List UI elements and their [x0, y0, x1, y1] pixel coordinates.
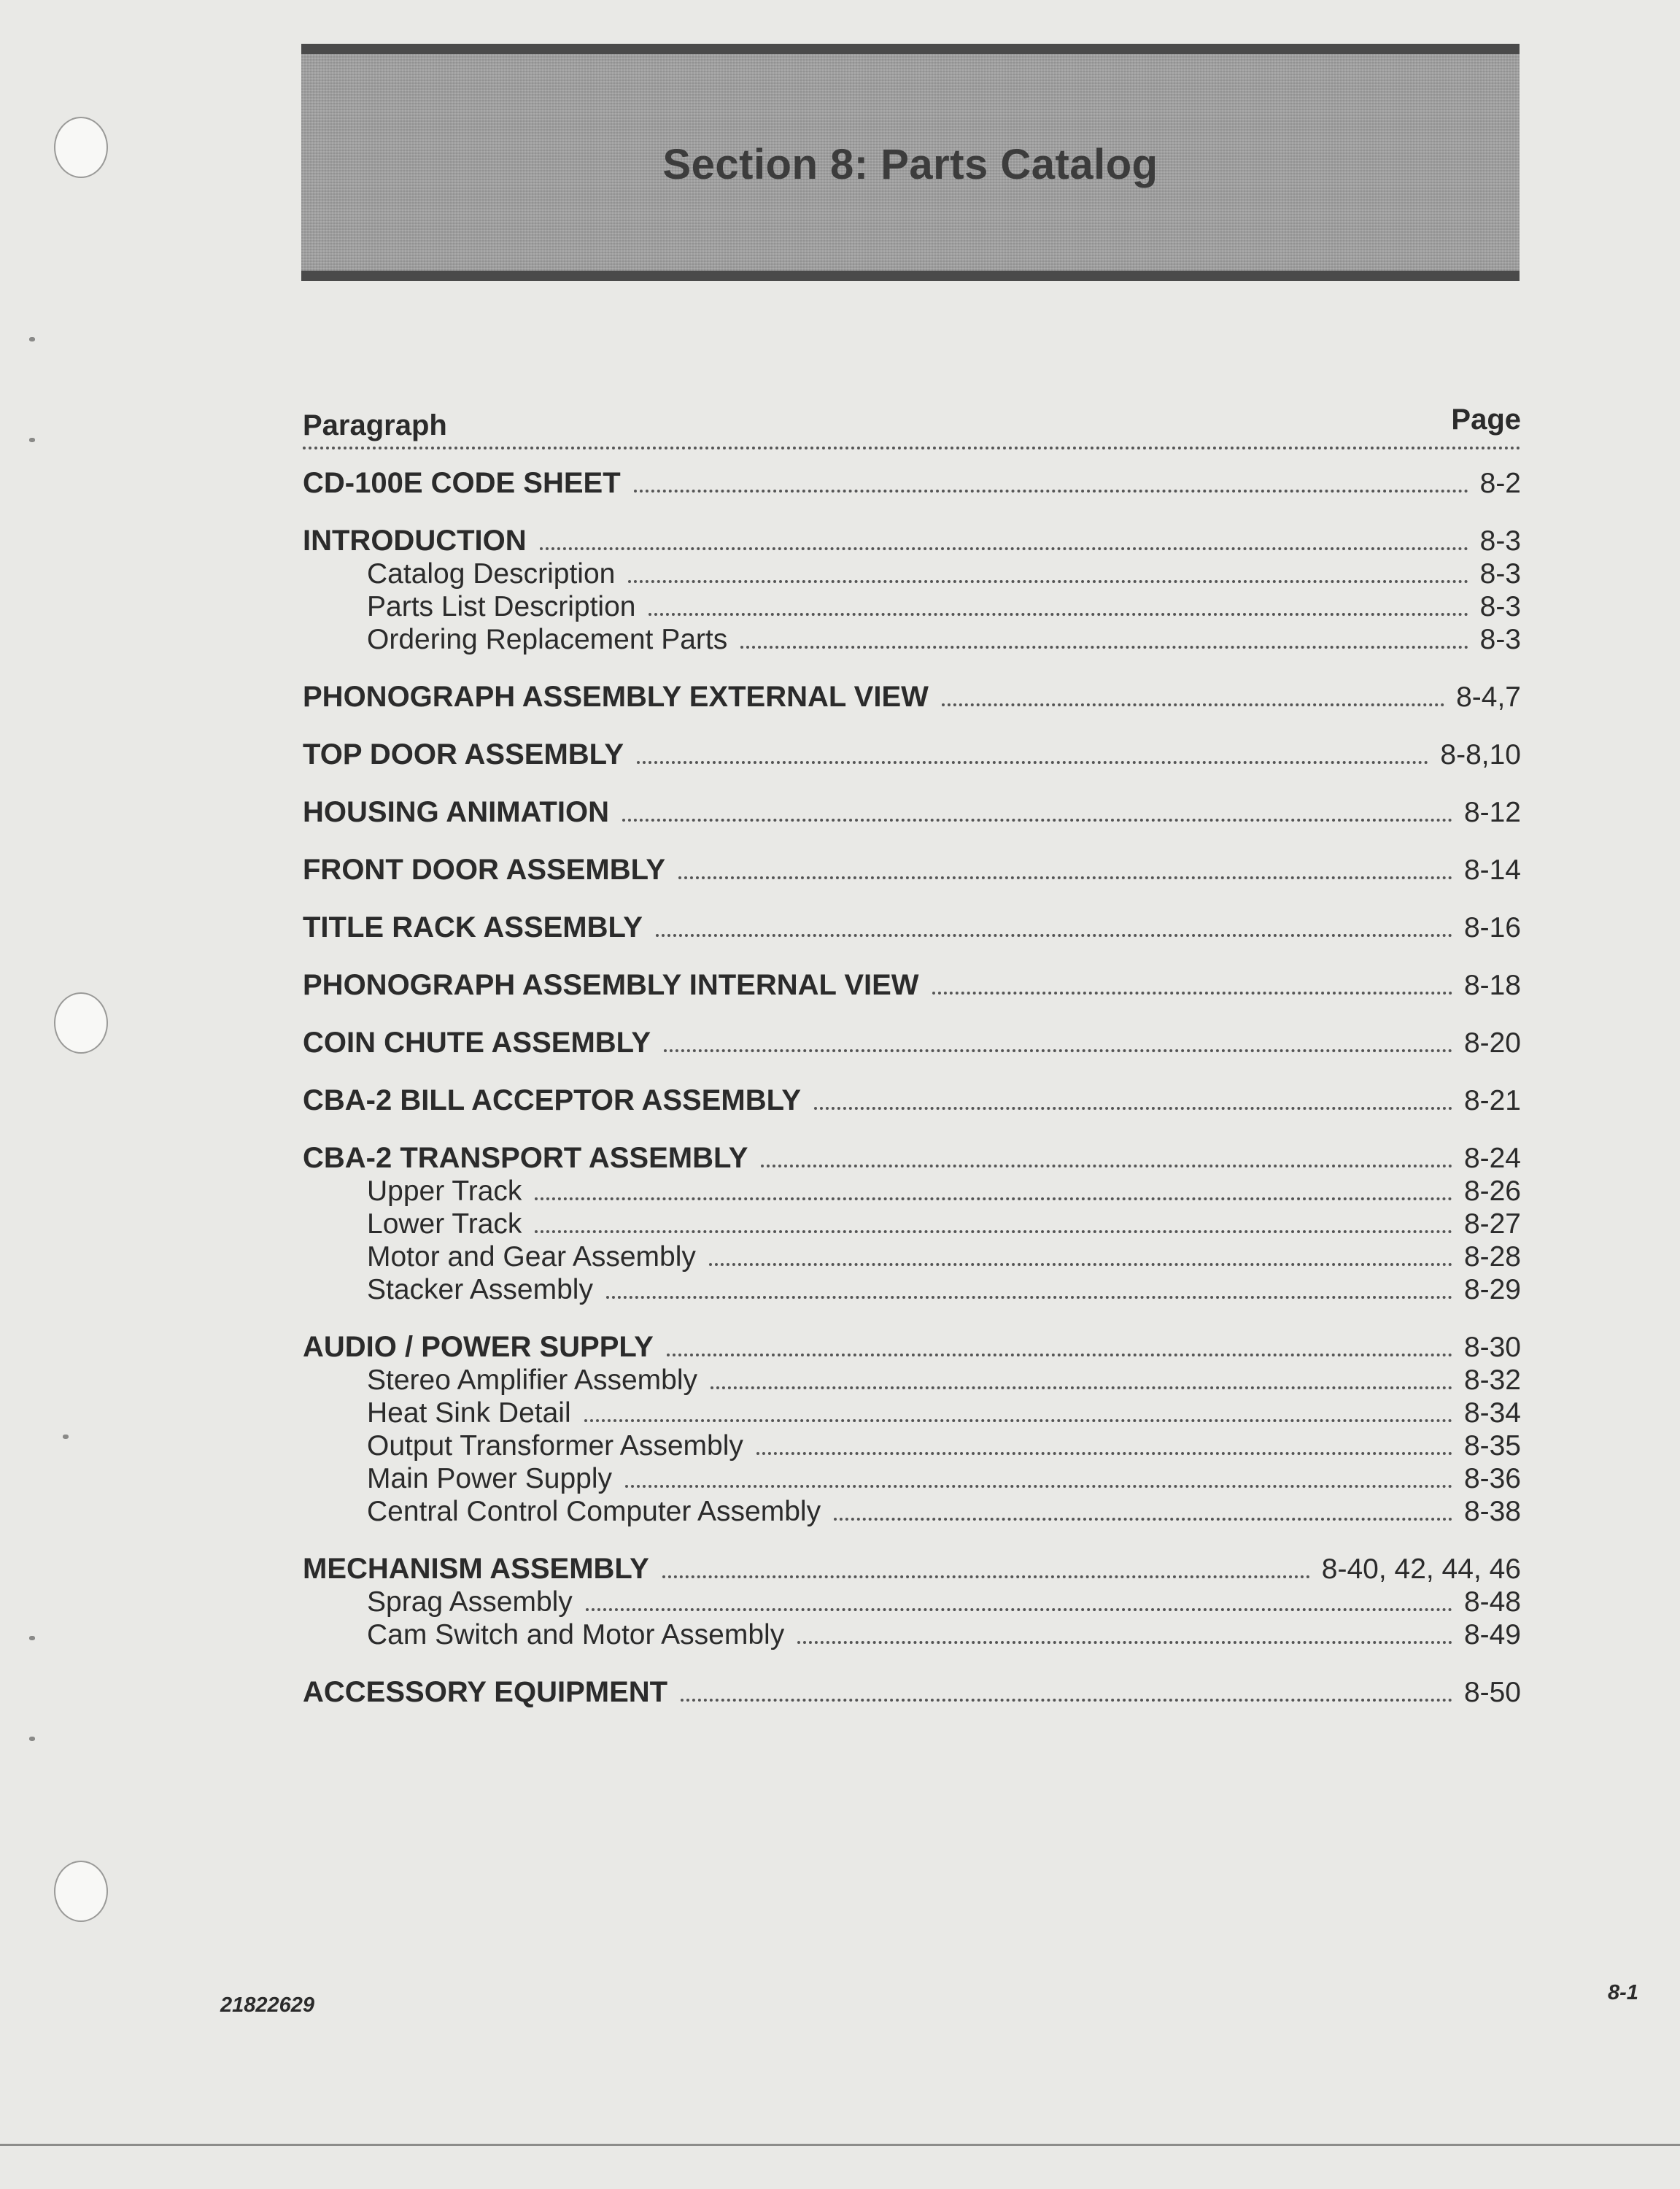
- dot-leader: [649, 613, 1468, 616]
- entry-page: 8-30: [1463, 1332, 1521, 1363]
- toc-subentry: [303, 1240, 1521, 1273]
- toc-group: [303, 681, 1521, 714]
- entry-title: TOP DOOR ASSEMBLY: [303, 738, 624, 771]
- toc-group: [303, 738, 1521, 771]
- entry-page: 8-32: [1463, 1364, 1521, 1396]
- toc-subentry: [303, 623, 1521, 656]
- scan-speck: [29, 1636, 35, 1640]
- toc-subentry: [303, 1273, 1521, 1306]
- toc-entry: [303, 1084, 1521, 1117]
- toc-entry: [303, 1676, 1521, 1709]
- toc-entry: [303, 525, 1521, 557]
- toc-entry: [303, 738, 1521, 771]
- entry-title: Upper Track: [367, 1175, 522, 1207]
- entry-title: Main Power Supply: [367, 1463, 612, 1494]
- toc-subentry: [303, 1618, 1521, 1651]
- toc-entry: [303, 1142, 1521, 1175]
- binder-hole: [54, 117, 108, 178]
- entry-title: AUDIO / POWER SUPPLY: [303, 1331, 654, 1363]
- dot-leader: [678, 876, 1452, 879]
- toc-subentry: [303, 1429, 1521, 1462]
- entry-page: 8-27: [1463, 1208, 1521, 1240]
- toc-entry: [303, 796, 1521, 829]
- entry-title: Motor and Gear Assembly: [367, 1241, 696, 1273]
- toc-group: [303, 467, 1521, 500]
- dot-leader: [834, 1518, 1452, 1521]
- scan-speck: [29, 1737, 35, 1741]
- section-banner: [301, 44, 1520, 281]
- entry-title: CD-100E CODE SHEET: [303, 467, 621, 499]
- entry-page: 8-21: [1463, 1085, 1521, 1116]
- toc-group: [303, 969, 1521, 1002]
- toc-group: [303, 1553, 1521, 1651]
- toc-entry: [303, 1331, 1521, 1364]
- dot-leader: [814, 1107, 1452, 1110]
- entry-title: Heat Sink Detail: [367, 1397, 571, 1429]
- toc-subentry: [303, 1495, 1521, 1528]
- dot-leader: [667, 1354, 1452, 1356]
- entry-page: 8-50: [1463, 1677, 1521, 1708]
- entry-page: 8-18: [1463, 970, 1521, 1001]
- toc-group: [303, 1676, 1521, 1709]
- entry-title: Output Transformer Assembly: [367, 1430, 743, 1462]
- entry-page: 8-3: [1479, 558, 1521, 590]
- entry-title: Sprag Assembly: [367, 1586, 573, 1618]
- toc-group: [303, 1084, 1521, 1117]
- entry-page: 8-3: [1479, 525, 1521, 557]
- toc-subentry: [303, 590, 1521, 623]
- dot-leader: [535, 1197, 1452, 1200]
- entry-page: 8-20: [1463, 1027, 1521, 1059]
- dot-leader: [709, 1263, 1452, 1266]
- entry-title: ACCESSORY EQUIPMENT: [303, 1676, 668, 1708]
- entry-page: 8-12: [1463, 797, 1521, 828]
- entry-page: 8-26: [1463, 1175, 1521, 1207]
- toc-subentry: [303, 1364, 1521, 1397]
- dot-leader: [756, 1452, 1452, 1455]
- dot-leader: [664, 1049, 1452, 1052]
- dot-leader: [637, 761, 1428, 764]
- entry-page: 8-49: [1463, 1619, 1521, 1651]
- entry-page: 8-36: [1463, 1463, 1521, 1494]
- dot-leader: [662, 1575, 1310, 1578]
- entry-title: INTRODUCTION: [303, 525, 527, 557]
- toc-subentry: [303, 1208, 1521, 1240]
- toc-entry: [303, 1553, 1521, 1586]
- dot-leader: [628, 580, 1468, 583]
- toc-entry: [303, 467, 1521, 500]
- entry-title: Ordering Replacement Parts: [367, 624, 728, 655]
- dot-leader: [540, 547, 1468, 550]
- toc-group: [303, 1142, 1521, 1306]
- dot-leader: [586, 1608, 1452, 1611]
- entry-title: HOUSING ANIMATION: [303, 796, 609, 828]
- toc-group: [303, 1027, 1521, 1059]
- toc-header: [303, 401, 1521, 449]
- entry-page: 8-28: [1463, 1241, 1521, 1273]
- entry-page: 8-8,10: [1440, 739, 1521, 771]
- toc-entry: [303, 969, 1521, 1002]
- dot-leader: [606, 1296, 1452, 1299]
- entry-page: 8-3: [1479, 624, 1521, 655]
- entry-title: Lower Track: [367, 1208, 522, 1240]
- toc-subentry: [303, 1462, 1521, 1495]
- binder-hole: [54, 1861, 108, 1922]
- paragraph-column-header: Paragraph: [303, 409, 447, 441]
- scan-speck: [29, 438, 35, 442]
- dot-leader: [622, 819, 1452, 822]
- page-number: 8-1: [1608, 1981, 1638, 2004]
- entry-title: MECHANISM ASSEMBLY: [303, 1553, 649, 1585]
- scan-speck: [63, 1435, 69, 1439]
- toc-entry: [303, 854, 1521, 887]
- toc-entry: [303, 1027, 1521, 1059]
- toc-group: [303, 796, 1521, 829]
- entry-page: 8-29: [1463, 1274, 1521, 1305]
- entry-page: 8-2: [1479, 468, 1521, 499]
- page-edge-line: [0, 2144, 1680, 2146]
- entry-title: COIN CHUTE ASSEMBLY: [303, 1027, 651, 1059]
- toc-group: [303, 525, 1521, 656]
- entry-title: CBA-2 TRANSPORT ASSEMBLY: [303, 1142, 748, 1174]
- toc-entry: [303, 681, 1521, 714]
- toc-subentry: [303, 557, 1521, 590]
- dot-leader: [740, 646, 1468, 649]
- dot-leader: [681, 1699, 1452, 1702]
- dot-leader: [711, 1386, 1452, 1389]
- entry-page: 8-38: [1463, 1496, 1521, 1527]
- entry-page: 8-4,7: [1456, 682, 1521, 713]
- page-column-header: Page: [1451, 404, 1521, 436]
- section-title: Section 8: Parts Catalog: [662, 141, 1158, 188]
- dot-leader: [584, 1419, 1452, 1422]
- toc-group: [303, 911, 1521, 944]
- toc-subentry: [303, 1175, 1521, 1208]
- toc-entry: [303, 911, 1521, 944]
- dot-leader: [797, 1641, 1452, 1644]
- toc-subentry: [303, 1397, 1521, 1429]
- entry-page: 8-24: [1463, 1143, 1521, 1174]
- entry-page: 8-40, 42, 44, 46: [1321, 1553, 1521, 1585]
- dot-leader: [656, 934, 1452, 937]
- toc-group: [303, 854, 1521, 887]
- entry-page: 8-14: [1463, 854, 1521, 886]
- entry-title: PHONOGRAPH ASSEMBLY EXTERNAL VIEW: [303, 681, 929, 713]
- entry-title: Stereo Amplifier Assembly: [367, 1364, 698, 1396]
- dot-leader: [634, 490, 1468, 493]
- entry-title: Stacker Assembly: [367, 1274, 593, 1305]
- toc-group: [303, 1331, 1521, 1528]
- entry-title: PHONOGRAPH ASSEMBLY INTERNAL VIEW: [303, 969, 919, 1001]
- entry-title: CBA-2 BILL ACCEPTOR ASSEMBLY: [303, 1084, 802, 1116]
- toc-subentry: [303, 1586, 1521, 1618]
- entry-page: 8-34: [1463, 1397, 1521, 1429]
- entry-title: FRONT DOOR ASSEMBLY: [303, 854, 666, 886]
- entry-page: 8-3: [1479, 591, 1521, 622]
- entry-page: 8-35: [1463, 1430, 1521, 1462]
- scan-speck: [29, 337, 35, 341]
- entry-title: Catalog Description: [367, 558, 616, 590]
- entry-title: Central Control Computer Assembly: [367, 1496, 821, 1527]
- entry-title: TITLE RACK ASSEMBLY: [303, 911, 643, 943]
- table-of-contents: [303, 467, 1521, 1734]
- dot-leader: [761, 1165, 1452, 1167]
- entry-page: 8-48: [1463, 1586, 1521, 1618]
- entry-title: Parts List Description: [367, 591, 636, 622]
- entry-page: 8-16: [1463, 912, 1521, 943]
- document-number: 21822629: [220, 1993, 315, 2017]
- dot-leader: [942, 703, 1444, 706]
- entry-title: Cam Switch and Motor Assembly: [367, 1619, 785, 1651]
- binder-hole: [54, 992, 108, 1054]
- dot-leader: [932, 992, 1452, 995]
- dot-leader: [625, 1485, 1452, 1488]
- dot-leader: [535, 1230, 1452, 1233]
